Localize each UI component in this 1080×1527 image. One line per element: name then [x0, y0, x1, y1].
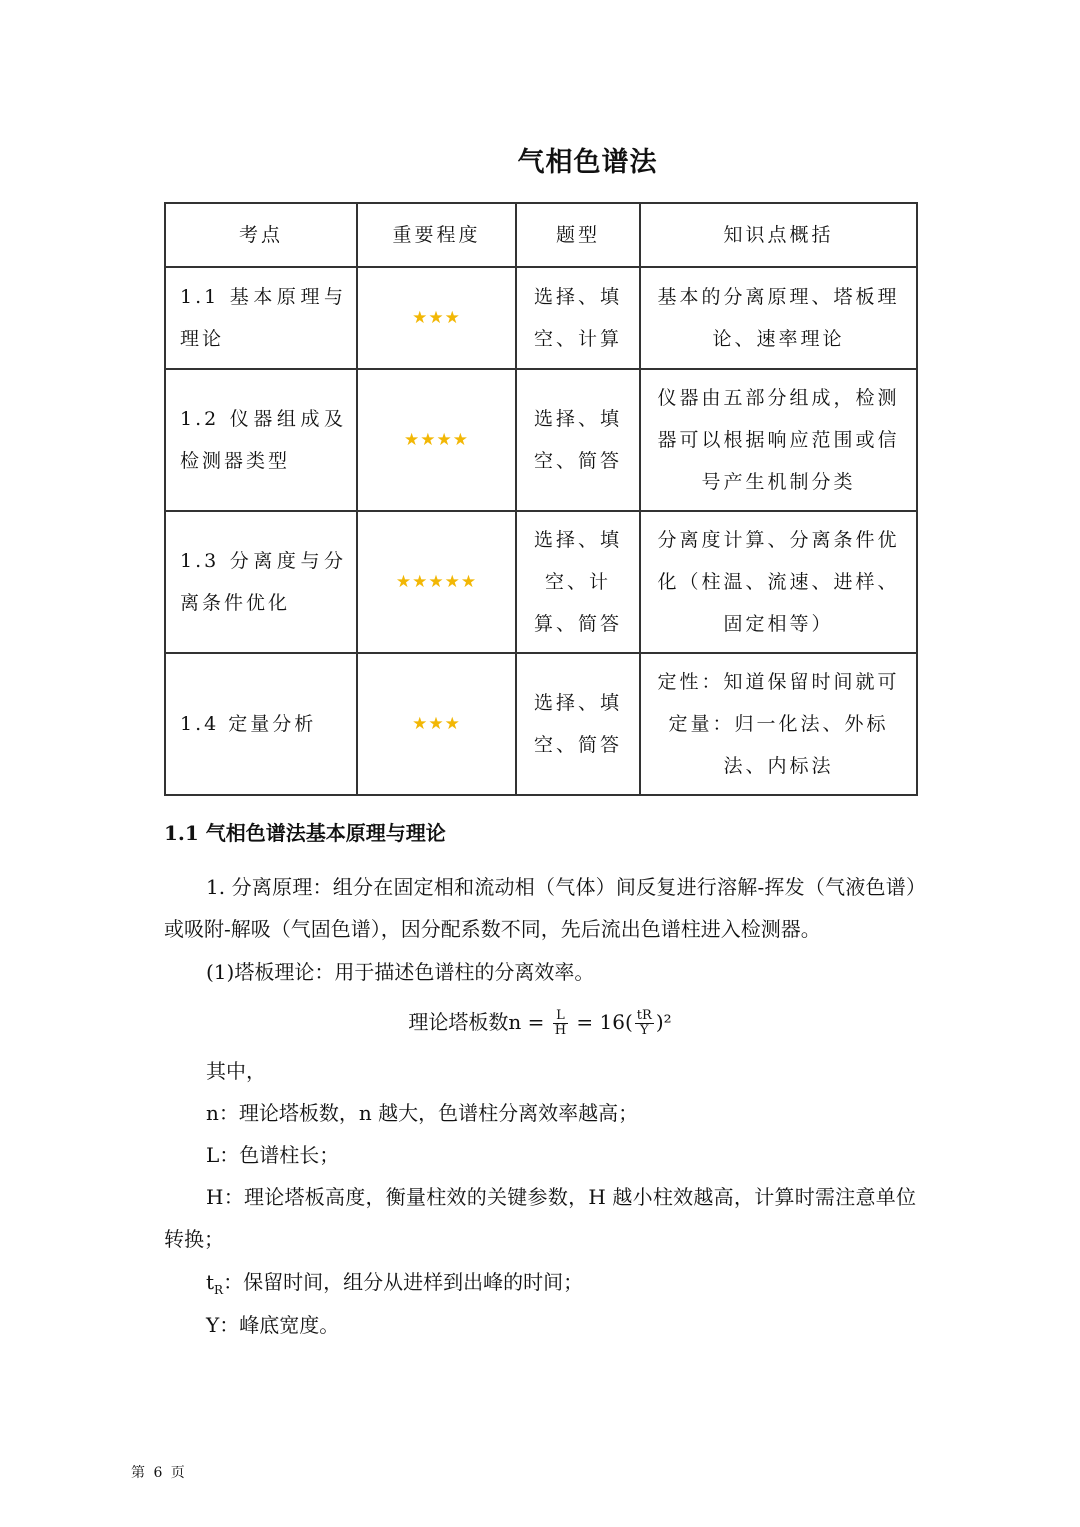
table-row: [165, 267, 917, 369]
importance-stars: ★★★★: [357, 369, 516, 511]
topic-cell: 1.1 基本原理与理论: [165, 267, 357, 369]
tr-variable: t: [206, 1270, 215, 1294]
table-row: [165, 369, 917, 511]
page-number: 第 6 页: [131, 1465, 187, 1481]
question-type-cell: 选择、填空、计算: [516, 267, 640, 369]
formula-suffix: )²: [655, 1010, 672, 1034]
summary-cell: 分离度计算、分离条件优化（柱温、流速、进样、固定相等）: [640, 511, 917, 653]
topic-cell: 1.2 仪器组成及检测器类型: [165, 369, 357, 511]
definition-y: Y：峰底宽度。: [206, 1313, 340, 1337]
table-row: [165, 653, 917, 795]
importance-stars: ★★★: [357, 653, 516, 795]
separation-principle-paragraph: 1. 分离原理：组分在固定相和流动相（气体）间反复进行溶解-挥发（气液色谱）或吸附-解吸（气固色谱），因分配系数不同，先后流出色谱柱进入检测器。: [164, 875, 916, 941]
fraction-denominator: H: [554, 1023, 567, 1038]
fraction-denominator: Y: [640, 1023, 649, 1038]
formula-prefix: 理论塔板数n =: [408, 1010, 551, 1034]
fraction-tr-over-y: [635, 1009, 654, 1038]
table-row: [165, 511, 917, 653]
fraction-numerator: tR: [636, 1008, 652, 1023]
header-importance: 重要程度: [357, 203, 516, 267]
fraction-numerator: L: [553, 1009, 568, 1024]
table-header-row: [165, 203, 917, 267]
fraction-l-over-h: [553, 1009, 568, 1038]
question-type-cell: 选择、填空、简答: [516, 653, 640, 795]
plate-theory-paragraph: (1)塔板理论：用于描述色谱柱的分离效率。: [206, 960, 595, 984]
importance-stars: ★★★: [357, 267, 516, 369]
page-title: 气相色谱法: [517, 147, 658, 178]
definition-n: n：理论塔板数，n 越大，色谱柱分离效率越高；: [206, 1101, 639, 1125]
tr-description: ：保留时间，组分从进样到出峰的时间；: [223, 1270, 584, 1294]
summary-cell: 基本的分离原理、塔板理论、速率理论: [640, 267, 917, 369]
definition-h: H：理论塔板高度，衡量柱效的关键参数，H 越小柱效越高，计算时需注意单位转换；: [164, 1185, 916, 1251]
formula-middle: = 16(: [570, 1010, 633, 1034]
where-paragraph: 其中，: [206, 1059, 266, 1083]
importance-stars: ★★★★★: [357, 511, 516, 653]
topic-cell: 1.4 定量分析: [165, 653, 357, 795]
header-topic: 考点: [165, 203, 357, 267]
topic-cell: 1.3 分离度与分离条件优化: [165, 511, 357, 653]
exam-topic-table: [164, 202, 918, 796]
header-question-type: 题型: [516, 203, 640, 267]
tr-subscript: R: [214, 1283, 224, 1297]
summary-cell: 仪器由五部分组成，检测器可以根据响应范围或信号产生机制分类: [640, 369, 917, 511]
summary-cell: 定性：知道保留时间就可定量：归一化法、外标法、内标法: [640, 653, 917, 795]
header-summary: 知识点概括: [640, 203, 917, 267]
section-heading: 1.1 气相色谱法基本原理与理论: [164, 821, 446, 845]
plate-number-formula: [0, 1001, 1080, 1043]
question-type-cell: 选择、填空、计算、简答: [516, 511, 640, 653]
definition-l: L：色谱柱长；: [206, 1143, 340, 1167]
question-type-cell: 选择、填空、简答: [516, 369, 640, 511]
